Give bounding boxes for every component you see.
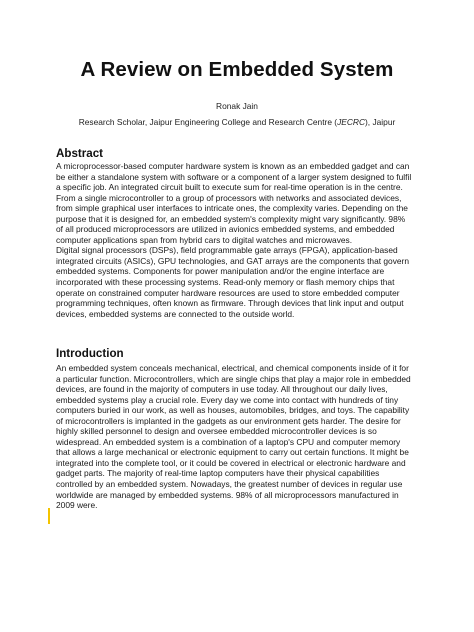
text-line: operate on constrained computer hardware resources are used to store embedded computer bbox=[56, 287, 400, 298]
text-line: integrated circuits (ASICs), GPU technologies, and GAT arrays are the components that govern bbox=[56, 255, 410, 266]
text-line: embedded systems play a crucial role. Every day we come into contact with hundreds of tiny bbox=[56, 394, 399, 405]
text-line: devices, embedded systems are connected to the outside world. bbox=[56, 308, 295, 319]
text-line: purpose that it is designed for, an embedded system's complexity might vary significantly. 98% bbox=[56, 213, 406, 224]
introduction-heading: Introduction bbox=[56, 347, 124, 360]
introduction-body bbox=[56, 363, 424, 511]
text-line: a specific job. An integrated circuit built to execute sum for real-time operation is in the centre. bbox=[56, 182, 403, 193]
abstract-paragraph-1 bbox=[56, 161, 424, 245]
abstract-body bbox=[56, 161, 424, 319]
text-line: Digital signal processors (DSPs), field programmable gate arrays (FPGA), application-based bbox=[56, 245, 398, 256]
text-line: widespread. An embedded system is a combination of a laptop's CPU and computer memory bbox=[56, 436, 401, 447]
text-line: that allows a large mechanical or electronic equipment to carry out certain functions. It might be bbox=[56, 447, 409, 458]
text-line: gadget parts. The majority of real-time laptop computers have their physical capabilities bbox=[56, 468, 380, 479]
text-line: programming techniques, often known as firmware. Through devices that link input and output bbox=[56, 298, 404, 309]
text-line: A microprocessor-based computer hardware system is known as an embedded gadget and can bbox=[56, 161, 410, 171]
text-line: controlled by an embedded system. Nowadays, the greatest number of devices in regular use bbox=[56, 479, 403, 490]
text-line: worldwide are managed by embedded systems. 98% of all microprocessors manufactured in bbox=[56, 489, 399, 500]
author-affiliation bbox=[0, 117, 474, 127]
text-line: be either a standalone system with software or a component of a larger system designed to fulfil bbox=[56, 171, 412, 182]
text-line: computers buried in our work, as well as houses, automobiles, bridges, and toys. The capability bbox=[56, 405, 410, 416]
affiliation-suffix: ), Jaipur bbox=[365, 117, 396, 127]
text-line: from simple graphical user interfaces to intricate ones, the complexity varies. Depending on the bbox=[56, 203, 408, 214]
text-line: of microcontrollers is implanted in the gadgets as our environment gets harder. The desire for bbox=[56, 415, 401, 426]
text-line: An embedded system conceals mechanical, electrical, and chemical components inside of it for bbox=[56, 363, 409, 373]
abstract-heading: Abstract bbox=[56, 147, 104, 160]
text-line: of all produced microprocessors are utilized in avionics embedded systems, and embedded bbox=[56, 224, 395, 235]
affiliation-acronym: JECRC bbox=[337, 117, 366, 127]
text-cursor-marker bbox=[48, 508, 50, 524]
text-line: computer applications span from hybrid cars to digital watches and microwaves. bbox=[56, 234, 353, 245]
affiliation-prefix: Research Scholar, Jaipur Engineering College and Research Centre ( bbox=[78, 117, 338, 127]
text-line: highly skilled personnel to design and oversee embedded microcontroller devices is so bbox=[56, 426, 377, 437]
text-line: incorporated with these processing systems. Read-only memory or flash memory chips that bbox=[56, 277, 395, 288]
author-name: Ronak Jain bbox=[216, 101, 258, 111]
text-line: embedded systems. Components for power manipulation and/or the engine interface are bbox=[56, 266, 385, 277]
text-line: integrated into the complete tool, or it could be covered in electrical or electronic hardware and bbox=[56, 457, 406, 468]
abstract-paragraph-2 bbox=[56, 245, 424, 319]
text-line: From a single microcontroller to a group of processors with networks and associated devices, bbox=[56, 192, 402, 203]
text-line: 2009 were. bbox=[56, 500, 98, 511]
text-line: devices, are found in the majority of computers in use today. All throughout our daily lives, bbox=[56, 384, 388, 395]
paper-title: A Review on Embedded System bbox=[80, 58, 394, 81]
text-line: a particular function. Microcontrollers, which are single chips that play a major role in embedded bbox=[56, 373, 411, 384]
